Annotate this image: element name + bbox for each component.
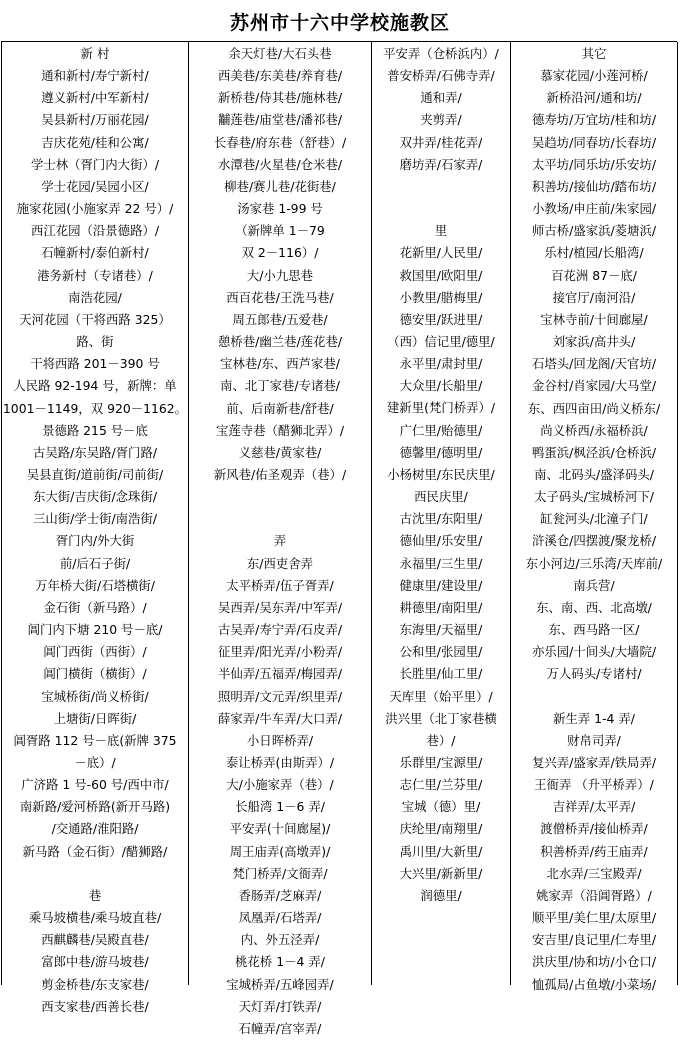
place-name-line: 新生弄 1-4 弄/ <box>553 710 635 726</box>
place-name-line: 普安桥弄/石佛寺弄/ <box>387 68 495 84</box>
place-name-line: 小日晖桥弄/ <box>246 732 314 748</box>
blank-line <box>2 863 188 885</box>
place-name-line: 弄 <box>273 533 287 549</box>
place-name-line: 里 <box>434 223 448 239</box>
place-name-line: 干将西路 201－390 号 <box>30 356 160 372</box>
place-name-line: 德寿坊/万宜坊/桂和坊/ <box>531 112 657 128</box>
place-name-line: 人民路 92-194 号，新牌：单 <box>13 378 177 394</box>
place-name-line: 征里弄/阳光弄/小粉弄/ <box>217 644 343 660</box>
place-name-line: 平安弄（仓桥浜内）/ <box>383 46 499 61</box>
place-name-line: 大众里/长船里/ <box>399 378 483 394</box>
place-name-line: 乐村/植园/长船湾/ <box>544 245 644 261</box>
place-name-line: 庆纶里/南翔里/ <box>399 821 483 837</box>
place-name-line: 润德里/ <box>420 887 462 903</box>
place-name-line: 半仙弄/五福弄/梅园弄/ <box>217 666 343 682</box>
place-name-line: 南、北丁家巷/专诸巷/ <box>220 378 340 394</box>
place-name-line: 西江花园（沿景德路）/ <box>30 223 160 239</box>
place-name-line: 德馨里/德明里/ <box>399 444 483 460</box>
place-name-line: 西麒麟巷/吴殿直巷/ <box>41 932 149 948</box>
place-name-line: 广仁里/贻德里/ <box>399 422 483 438</box>
place-name-line: 1001－1149，双 920－1162。 <box>2 400 188 416</box>
place-name-line: 花新里/人民里/ <box>399 245 483 261</box>
place-name-line: 前/后石子街/ <box>59 555 131 571</box>
place-name-line: 鸭蛋浜/枫泾浜/仓桥浜/ <box>531 444 657 460</box>
place-name-line: 桃花桥 1－4 弄/ <box>235 954 325 970</box>
column-others <box>511 42 678 992</box>
place-name-line: 顺平里/美仁里/太原里/ <box>531 910 657 926</box>
place-name-line: 吴县直街/道前街/司前街/ <box>26 466 164 482</box>
place-name-line: 耕德里/南阳里/ <box>399 599 483 615</box>
place-name-line: 永福里/三生里/ <box>399 555 483 571</box>
blank-line <box>372 198 510 220</box>
place-name-line: 师古桥/盛家浜/菱塘浜/ <box>531 223 657 239</box>
place-name-line: 巷）/ <box>426 732 456 748</box>
place-name-line: 天灯弄/打铁弄/ <box>238 998 322 1014</box>
place-name-line: 洪庆里/协和坊/小仓口/ <box>531 954 657 970</box>
place-name-line: 万年桥大街/石塔横街/ <box>35 577 155 593</box>
place-name-line: 港务新村（专诸巷）/ <box>37 267 153 283</box>
place-name-line: 金谷村/肖家园/大马堂/ <box>531 378 657 394</box>
place-name-line: 平安弄(十间廊屋)/ <box>229 821 331 837</box>
place-name-line: 积善桥弄/药王庙弄/ <box>540 843 648 859</box>
place-name-line: 财帛司弄/ <box>567 732 621 748</box>
place-name-line: 东、西马路一区/ <box>548 622 640 638</box>
place-name-line: 东小河边/三乐湾/天库前/ <box>525 555 663 571</box>
place-name-line: 北水弄/三宝殿弄/ <box>546 865 642 881</box>
place-name-line: 南浩花园/ <box>68 289 122 305</box>
place-name-line: 余天灯巷/大石头巷 <box>228 46 332 61</box>
place-name-line: 渡僧桥弄/接仙桥弄/ <box>540 821 648 837</box>
place-name-line: 阊门西街（西街）/ <box>43 644 147 660</box>
place-name-line: 天河花园（干将西路 325） <box>19 311 171 327</box>
place-name-line: 东大街/吉庆街/念珠街/ <box>32 489 158 505</box>
place-name-line: 王衙弄 （升平桥弄）/ <box>534 777 654 793</box>
place-name-line: /交通路/淮阳路/ <box>51 821 139 837</box>
place-name-line: 大兴里/新新里/ <box>399 865 483 881</box>
place-name-line: 复兴弄/盛家弄/铁局弄/ <box>531 754 657 770</box>
place-name-line: 西支家巷/西善长巷/ <box>41 998 149 1014</box>
place-name-line: 周五郎巷/五爱巷/ <box>232 311 328 327</box>
place-name-line: 万人码头/专诸村/ <box>546 666 642 682</box>
place-name-line: 新桥巷/侍其巷/施林巷/ <box>217 90 343 106</box>
place-name-line: 内、外五泾弄/ <box>240 932 320 948</box>
place-name-line: 宝城桥弄/五峰园弄/ <box>226 976 334 992</box>
place-name-line: 亦乐园/十间头/大墙院/ <box>531 644 657 660</box>
column-villages-roads-lanes <box>2 42 189 1014</box>
place-name-line: 石塔头/回龙阁/天官坊/ <box>531 356 657 372</box>
place-name-line: 健康里/建设里/ <box>399 577 483 593</box>
place-name-line: 凤凰弄/石塔弄/ <box>238 910 322 926</box>
place-name-line: 吴西弄/吴东弄/中军弄/ <box>217 599 343 615</box>
place-name-line: 长船湾 1－6 弄/ <box>235 799 325 815</box>
place-name-line: 通和新村/寿宁新村/ <box>41 68 149 84</box>
place-name-line: 宝林寺前/十间廊屋/ <box>540 311 648 327</box>
place-name-line: 泰让桥弄(由斯弄）/ <box>225 754 335 770</box>
place-name-line: 宝城桥街/尚义桥街/ <box>41 688 149 704</box>
place-name-line: 义慈巷/黄家巷/ <box>238 444 322 460</box>
place-name-line: 永平里/肃封里/ <box>399 356 483 372</box>
place-name-line: 施家花园(小施家弄 22 号）/ <box>16 201 174 217</box>
place-name-line: 巷 <box>88 887 102 903</box>
place-name-line: 太平坊/同乐坊/乐安坊/ <box>531 156 657 172</box>
place-name-line: 憩桥巷/幽兰巷/莲花巷/ <box>217 334 343 350</box>
place-name-line: 太平桥弄/伍子胥弄/ <box>226 577 334 593</box>
place-name-line: 金石街（新马路）/ <box>43 599 147 615</box>
place-name-line: 宝林巷/东、西芦家巷/ <box>220 356 340 372</box>
place-name-line: 吴县新村/万丽花园/ <box>41 112 149 128</box>
blank-line <box>511 686 677 708</box>
school-district-table <box>1 41 677 1036</box>
place-name-line: －底）/ <box>74 755 116 770</box>
place-name-line: 西民庆里/ <box>414 489 468 505</box>
place-name-line: 上塘街/日晖街/ <box>53 710 137 726</box>
place-name-line: 天库里（始平里）/ <box>389 688 493 704</box>
place-name-line: 双 2－116）/ <box>241 245 319 261</box>
blank-line <box>189 486 371 508</box>
place-name-line: 新 村 <box>80 46 110 61</box>
place-name-line: 德安里/跃进里/ <box>399 311 483 327</box>
place-name-line: 薛家弄/牛车弄/大口弄/ <box>217 710 343 726</box>
place-name-line: 洪兴里（北丁家巷横 <box>385 710 497 726</box>
place-name-line: 广济路 1 号-60 号/西中市/ <box>21 777 169 793</box>
place-name-line: 香肠弄/芝麻弄/ <box>238 887 322 903</box>
place-name-line: 富郎中巷/游马坡巷/ <box>41 954 149 970</box>
place-name-line: 尚义桥西/永福桥浜/ <box>540 422 648 438</box>
place-name-line: 浒溪仓/四摆渡/聚龙桥/ <box>531 533 657 549</box>
place-name-line: 积善坊/接仙坊/踏布坊/ <box>531 178 657 194</box>
place-name-line: （新牌单 1－79 <box>235 223 325 239</box>
place-name-line: 剪金桥巷/东支家巷/ <box>41 976 149 992</box>
place-name-line: 周王庙弄(高墩弄)/ <box>229 843 331 859</box>
place-name-line: 百花洲 87－底/ <box>551 267 637 283</box>
place-name-line: 黼莲巷/庙堂巷/潘祁巷/ <box>217 112 343 128</box>
place-name-line: 阊胥路 112 号－底(新牌 375 <box>13 732 177 748</box>
place-name-line: 德仙里/乐安里/ <box>399 533 483 549</box>
place-name-line: 遵义新村/中军新村/ <box>41 90 149 106</box>
column-lanes-alleys <box>189 42 372 1036</box>
place-name-line: 东、西四亩田/尚义桥东/ <box>527 400 661 416</box>
place-name-line: 景德路 215 号－底 <box>42 422 148 438</box>
place-name-line: 吉祥弄/太平弄/ <box>552 799 636 815</box>
place-name-line: 胥门内/外大街 <box>55 533 135 549</box>
place-name-line: 柳巷/赛儿巷/花街巷/ <box>224 178 336 194</box>
place-name-line: 新桥沿河/通和坊/ <box>546 90 642 106</box>
place-name-line: 安吉里/良记里/仁寿里/ <box>531 932 657 948</box>
place-name-line: （西）信记里/德里/ <box>387 334 495 349</box>
place-name-line: 公和里/张园里/ <box>399 644 483 660</box>
place-name-line: 学士林（胥门内大街）/ <box>30 156 160 172</box>
place-name-line: 西百花巷/王洗马巷/ <box>226 289 334 305</box>
place-name-line: 东/西吏舍弄 <box>246 555 314 571</box>
place-name-line: 小教场/申庄前/朱家园/ <box>531 201 657 217</box>
place-name-line: 古吴弄/寿宁弄/石皮弄/ <box>217 622 343 638</box>
place-name-line: 阊门横街（横街）/ <box>43 666 147 682</box>
place-name-line: 长胜里/仙工里/ <box>399 666 483 682</box>
place-name-line: 南兵营/ <box>573 577 615 593</box>
place-name-line: 三山街/学士街/南浩街/ <box>32 511 158 527</box>
place-name-line: 路、街 <box>76 334 114 350</box>
place-name-line: 太子码头/宝城桥河下/ <box>534 489 654 505</box>
place-name-line: 学士花园/吴园小区/ <box>41 178 149 194</box>
place-name-line: 照明弄/文元弄/织里弄/ <box>217 688 343 704</box>
column-alleys-li <box>372 42 511 985</box>
place-name-line: 乐群里/宝源里/ <box>399 754 483 770</box>
place-name-line: 小杨树里/东民庆里/ <box>387 466 495 482</box>
place-name-line: 小教里/腊梅里/ <box>399 289 483 305</box>
place-name-line: 东海里/天福里/ <box>399 622 483 638</box>
place-name-line: 建新里(梵门桥弄）/ <box>386 400 496 416</box>
place-name-line: 其它 <box>581 46 607 61</box>
place-name-line: 阊门内下塘 210 号－底/ <box>27 622 163 638</box>
place-name-line: 西美巷/东美巷/养育巷/ <box>217 68 343 84</box>
place-name-line: 禹川里/大新里/ <box>399 843 483 859</box>
place-name-line: 吉庆花苑/桂和公寓/ <box>41 134 149 150</box>
place-name-line: 志仁里/兰芬里/ <box>399 777 483 793</box>
place-name-line: 长春巷/府东巷（舒巷）/ <box>213 134 347 150</box>
place-name-line: 刘家浜/高井头/ <box>552 334 636 350</box>
place-name-line: 宝城（德）里/ <box>401 799 481 815</box>
place-name-line: 新马路（金石街）/醋狮路/ <box>22 843 168 859</box>
place-name-line: 通和弄/ <box>420 90 462 106</box>
place-name-line: 夹剪弄/ <box>420 112 462 128</box>
place-name-line: 吴趋坊/同春坊/长春坊/ <box>531 134 657 150</box>
place-name-line: 接官厅/南河沿/ <box>552 289 636 305</box>
place-name-line: 乘马坡横巷/乘马坡直巷/ <box>28 910 162 926</box>
place-name-line: 救国里/欧阳里/ <box>399 267 483 283</box>
place-name-line: 南新路/爱河桥路(新开马路) <box>19 799 171 815</box>
place-name-line: 宝莲寺巷（醋狮北弄）/ <box>215 422 345 438</box>
place-name-line: 缸瓮河头/北潼子门/ <box>540 511 648 527</box>
place-name-line: 新风巷/佑圣观弄（巷）/ <box>213 466 347 482</box>
page-title: 苏州市十六中学校施教区 <box>229 12 450 34</box>
place-name-line: 汤家巷 1-99 号 <box>237 201 323 217</box>
place-name-line: 姚家弄（沿阊胥路）/ <box>536 887 652 903</box>
place-name-line: 石幢弄/宫宰弄/ <box>238 1020 322 1036</box>
place-name-line: 石幢新村/泰伯新村/ <box>41 245 149 261</box>
place-name-line: 古沈里/东阳里/ <box>399 511 483 527</box>
place-name-line: 恤孤局/占鱼墩/小菜场/ <box>531 976 657 992</box>
place-name-line: 大/小九思巷 <box>246 267 314 283</box>
place-name-line: 慕家花园/小莲河桥/ <box>540 68 648 84</box>
place-name-line: 古吴路/东吴路/胥门路/ <box>32 444 158 460</box>
place-name-line: 水潭巷/火星巷/仓米巷/ <box>217 156 343 172</box>
place-name-line: 前、后南新巷/舒巷/ <box>226 400 334 416</box>
place-name-line: 磨坊弄/石家弄/ <box>399 156 483 172</box>
blank-line <box>372 176 510 198</box>
blank-line <box>189 508 371 530</box>
place-name-line: 东、南、西、北高墩/ <box>536 599 652 615</box>
place-name-line: 大/小施家弄（巷）/ <box>226 777 334 793</box>
place-name-line: 双井弄/桂花弄/ <box>399 134 483 150</box>
place-name-line: 南、北码头/盛泽码头/ <box>534 466 654 482</box>
place-name-line: 梵门桥弄/文衙弄/ <box>232 865 328 881</box>
